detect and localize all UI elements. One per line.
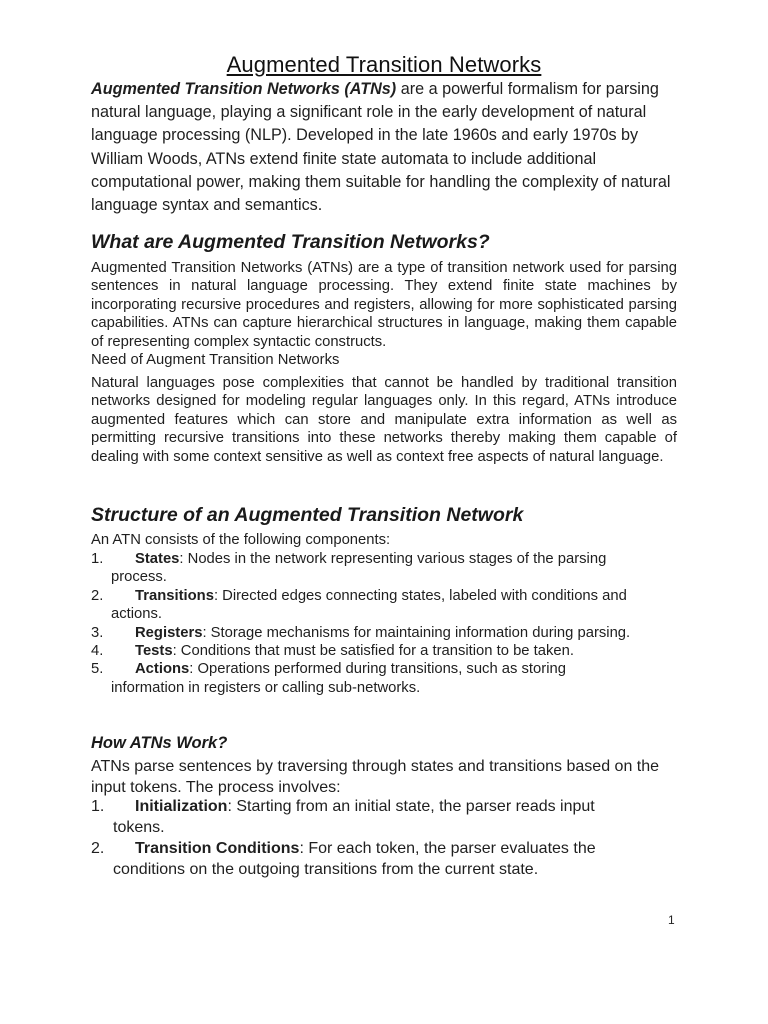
subheading-need: Need of Augment Transition Networks bbox=[91, 352, 340, 368]
list-term: States bbox=[135, 551, 180, 567]
section-heading-how-atns-work: How ATNs Work? bbox=[91, 734, 228, 752]
list-number: 4. bbox=[91, 643, 104, 660]
list-item bbox=[91, 642, 691, 660]
list-term: Initialization bbox=[135, 798, 228, 815]
list-number: 1. bbox=[91, 798, 105, 815]
intro-bold-term: Augmented Transition Networks (ATNs) bbox=[91, 80, 397, 98]
list-desc: : Operations performed during transitions, such as storing bbox=[189, 661, 566, 678]
list-continuation: information in registers or calling sub-networks. bbox=[111, 679, 421, 696]
list-desc: : For each token, the parser evaluates the bbox=[299, 840, 596, 857]
how-lead-paragraph: ATNs parse sentences by traversing through states and transitions based on the input tokens. The process involves: bbox=[91, 758, 660, 796]
list-item bbox=[91, 838, 691, 880]
page-title: Augmented Transition Networks bbox=[226, 52, 542, 77]
list-desc: : Nodes in the network representing various stages of the parsing bbox=[179, 551, 607, 567]
list-number: 2. bbox=[91, 840, 105, 857]
list-continuation: actions. bbox=[111, 606, 162, 623]
page-number: 1 bbox=[668, 913, 675, 927]
list-item bbox=[91, 624, 691, 642]
list-term: Actions bbox=[135, 661, 190, 678]
list-item bbox=[91, 796, 691, 838]
list-continuation: process. bbox=[111, 569, 167, 586]
section-heading-what-are-atns: What are Augmented Transition Networks? bbox=[91, 231, 490, 253]
list-item bbox=[91, 587, 691, 624]
list-desc: : Starting from an initial state, the parser reads input bbox=[227, 798, 595, 815]
section-paragraph-need: Natural languages pose complexities that cannot be handled by traditional transition networks designed for modeling regular languages only. In this regard, ATNs introduce augmented features which can store and manipulate extra information as well as permitting recursive transitions into these networks thereby making them capable of dealing with some context sensitive as well as context free aspects of natural language. bbox=[91, 375, 677, 465]
list-item bbox=[91, 660, 691, 697]
list-number: 3. bbox=[91, 624, 104, 641]
list-desc: : Directed edges connecting states, labeled with conditions and bbox=[213, 587, 627, 604]
list-number: 5. bbox=[91, 661, 104, 678]
list-number: 2. bbox=[91, 587, 104, 604]
process-step-list bbox=[91, 796, 691, 880]
list-item bbox=[91, 550, 691, 587]
list-desc: : Conditions that must be satisfied for a transition to be taken. bbox=[172, 643, 574, 660]
intro-paragraph bbox=[91, 78, 691, 217]
structure-lead: An ATN consists of the following components: bbox=[91, 532, 391, 548]
list-term: Transition Conditions bbox=[135, 840, 300, 857]
list-desc: : Storage mechanisms for maintaining information during parsing. bbox=[202, 624, 631, 641]
list-number: 1. bbox=[91, 551, 104, 567]
structure-component-list bbox=[91, 550, 691, 697]
list-term: Tests bbox=[135, 643, 173, 660]
section-paragraph-definition: Augmented Transition Networks (ATNs) are a type of transition network used for parsing sentences in natural language processing. They extend finite state machines by incorporating recursive procedures and registers, allowing for more sophisticated parsing capabilities. ATNs can capture hierarchical structures in language, making them capable of representing complex syntactic constructs. bbox=[91, 260, 677, 350]
intro-text: are a powerful formalism for parsing natural language, playing a significant role in the early development of natural language processing (NLP). Developed in the late 1960s and early 1970s by William Woods, ATNs extend finite state automata to include additional computational power, making them suitable for handling the complexity of natural language syntax and semantics. bbox=[91, 80, 671, 215]
list-continuation: tokens. bbox=[113, 819, 165, 836]
section-heading-structure: Structure of an Augmented Transition Network bbox=[91, 504, 524, 526]
list-continuation: conditions on the outgoing transitions from the current state. bbox=[113, 861, 539, 878]
list-term: Registers bbox=[135, 624, 203, 641]
list-term: Transitions bbox=[135, 587, 214, 604]
